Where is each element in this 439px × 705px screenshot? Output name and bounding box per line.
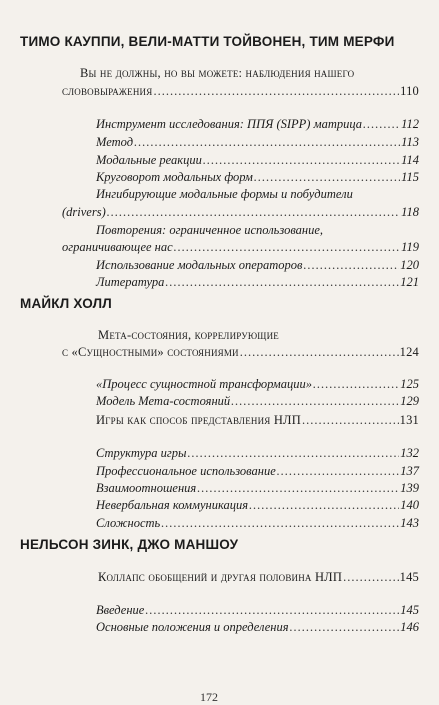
toc-leader-dots (363, 117, 400, 132)
toc-entry (96, 413, 419, 428)
toc-leader-dots (240, 345, 399, 360)
toc-entry-title: с «Сущностными» состояниями (62, 345, 239, 359)
toc-page-number: 145 (399, 570, 419, 584)
toc-entry-title: Введение (96, 603, 145, 617)
author-heading: ТИМО КАУППИ, ВЕЛИ-МАТТИ ТОЙВОНЕН, ТИМ МЕРФИ (20, 34, 395, 49)
toc-entry (96, 135, 419, 150)
toc-entry (96, 498, 419, 513)
toc-entry-title: Ингибирующие модальные формы и побудители (96, 187, 353, 201)
toc-page-number: 121 (400, 275, 419, 289)
toc-entry (96, 620, 419, 635)
toc-page-number: 115 (401, 170, 419, 184)
toc-entry-title: Сложность (96, 516, 161, 530)
toc-entry (62, 345, 419, 360)
author-heading: НЕЛЬСОН ЗИНК, ДЖО МАНШОУ (20, 537, 239, 552)
toc-leader-dots (254, 170, 400, 185)
toc-page-number: 140 (400, 498, 419, 512)
toc-entry (96, 275, 419, 290)
toc-leader-dots (187, 446, 399, 461)
toc-page-number: 118 (401, 205, 419, 219)
toc-entry (96, 516, 419, 531)
toc-entry-title: слововыражения (62, 84, 153, 98)
toc-entry-title: Мета-состояния, коррелирующие (98, 328, 279, 342)
toc-page-number: 137 (400, 464, 419, 478)
toc-entry (62, 240, 419, 255)
toc-entry-title: Модель Мета-состояний (96, 394, 231, 408)
toc-page-number: 129 (400, 394, 419, 408)
toc-entry (96, 258, 419, 273)
toc-entry (96, 446, 419, 461)
toc-leader-dots (231, 394, 399, 409)
author-heading: МАЙКЛ ХОЛЛ (20, 296, 112, 311)
toc-leader-dots (134, 135, 400, 150)
toc-entry (96, 117, 419, 132)
toc-leader-dots (203, 153, 400, 168)
toc-leader-dots (290, 620, 400, 635)
page-number-footer: 172 (200, 690, 218, 704)
toc-page-number: 139 (400, 481, 419, 495)
toc-entry-title: ограничивающее нас (62, 240, 173, 254)
toc-leader-dots (343, 570, 399, 585)
toc-entry-title: «Процесс сущностной трансформации» (96, 377, 313, 391)
toc-entry (96, 464, 419, 479)
toc-leader-dots (313, 377, 399, 392)
toc-page-number: 145 (400, 603, 419, 617)
toc-entry-title: Круговорот модальных форм (96, 170, 253, 184)
toc-entry-title: Использование модальных операторов (96, 258, 303, 272)
toc-page-number: 110 (400, 84, 419, 98)
toc-leader-dots (197, 481, 399, 496)
toc-leader-dots (153, 84, 399, 99)
toc-leader-dots (174, 240, 401, 255)
toc-leader-dots (107, 205, 400, 220)
toc-page-number: 146 (400, 620, 419, 634)
toc-entry-title: Вы не должны, но вы можете: наблюдения нашего (80, 66, 355, 80)
toc-entry (96, 603, 419, 618)
toc-leader-dots (303, 258, 399, 273)
toc-entry-title: Повторения: ограниченное использование, (96, 223, 324, 237)
toc-entry-title: Литература (96, 275, 165, 289)
toc-entry-title: Игры как способ представления НЛП (96, 413, 301, 427)
toc-leader-dots (277, 464, 399, 479)
toc-page-number: 114 (401, 153, 419, 167)
toc-page-number: 124 (399, 345, 419, 359)
toc-entry (96, 170, 419, 185)
toc-entry-title: Структура игры (96, 446, 187, 460)
toc-page-number: 143 (400, 516, 419, 530)
toc-leader-dots (161, 516, 399, 531)
toc-entry-title: Основные положения и определения (96, 620, 289, 634)
toc-entry-title: Взаимоотношения (96, 481, 197, 495)
toc-page-number: 125 (400, 377, 419, 391)
toc-leader-dots (165, 275, 399, 290)
toc-entry-title: Коллапс обобщений и другая половина НЛП (98, 570, 343, 584)
toc-page-number: 119 (401, 240, 419, 254)
toc-entry-title: Метод (96, 135, 134, 149)
toc-page-number: 131 (399, 413, 419, 427)
toc-entry (96, 394, 419, 409)
toc-entry-title: Инструмент исследования: ППЯ (SIPP) матрица (96, 117, 362, 131)
toc-page-number: 113 (401, 135, 419, 149)
toc-entry (62, 205, 419, 220)
toc-entry (96, 377, 419, 392)
toc-entry-title: Невербальная коммуникация (96, 498, 249, 512)
toc-page-number: 132 (400, 446, 419, 460)
toc-page-number: 120 (400, 258, 419, 272)
toc-entry (96, 481, 419, 496)
toc-leader-dots (145, 603, 399, 618)
toc-entry-title: Профессиональное использование (96, 464, 276, 478)
toc-entry (96, 153, 419, 168)
toc-entry-title: (drivers) (62, 205, 106, 219)
toc-entry (62, 84, 419, 99)
toc-leader-dots (249, 498, 399, 513)
toc-entry (98, 570, 419, 585)
toc-entry-title: Модальные реакции (96, 153, 202, 167)
toc-page-number: 112 (401, 117, 419, 131)
toc-leader-dots (302, 413, 399, 428)
